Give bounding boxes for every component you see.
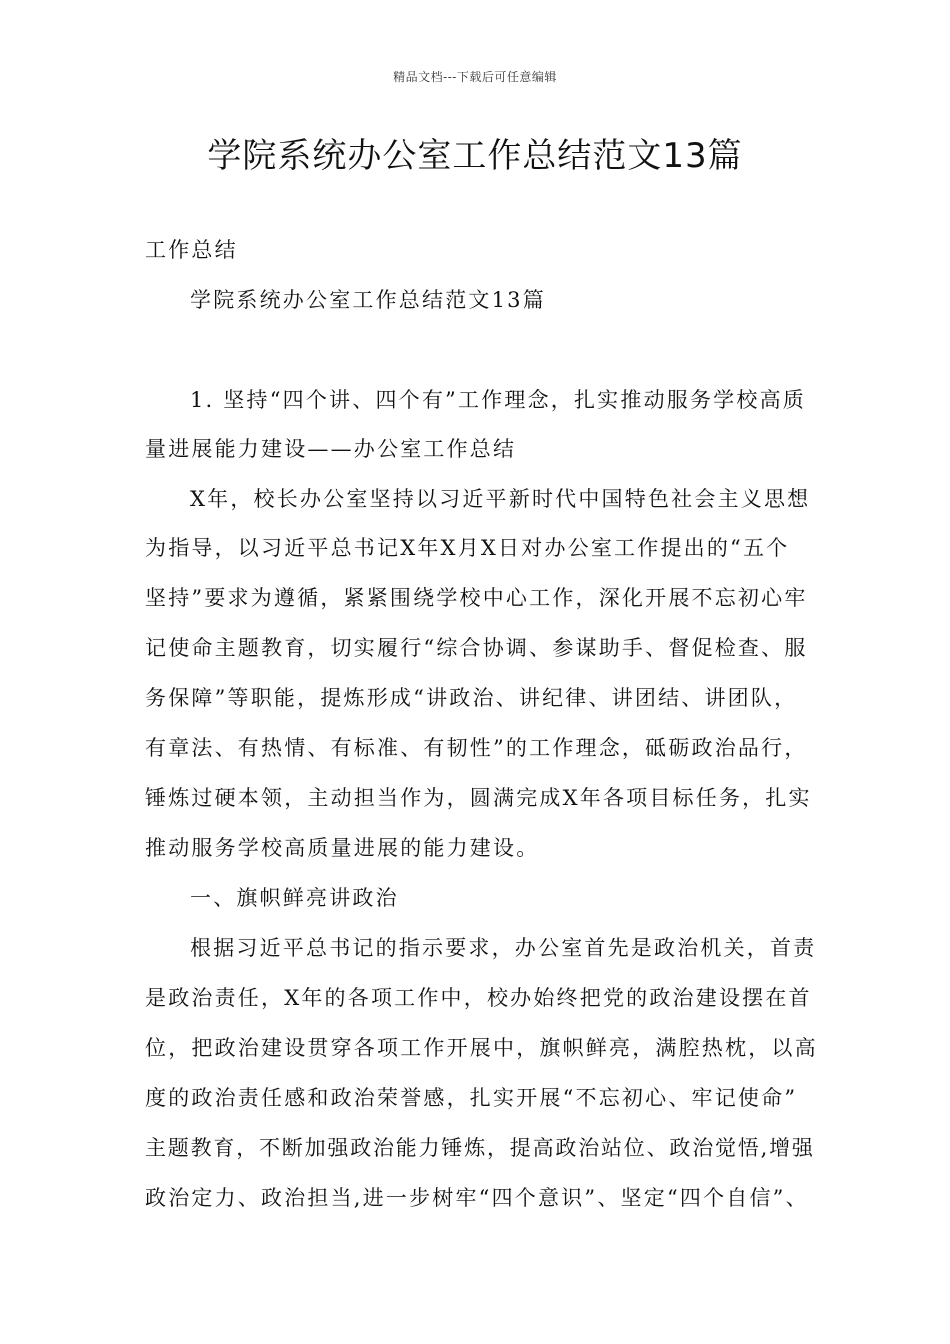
paragraph-line: 推动服务学校高质量进展的能力建设。	[145, 836, 540, 860]
paragraph-line: 根据习近平总书记的指示要求，办公室首先是政治机关，首责	[190, 936, 817, 960]
header-note: 精品文档---下载后可任意编辑	[393, 70, 557, 84]
document-title: 学院系统办公室工作总结范文13篇	[207, 136, 743, 176]
paragraph-line: 主题教育，不断加强政治能力锤炼，提高政治站位、政治觉悟,增强	[145, 1136, 815, 1160]
paragraph-line: 量进展能力建设——办公室工作总结	[145, 437, 517, 461]
subtitle-line: 学院系统办公室工作总结范文13篇	[190, 288, 546, 312]
paragraph-line: 为指导，以习近平总书记X年X月X日对办公室工作提出的“五个	[145, 536, 790, 560]
paragraph-line: 记使命主题教育，切实履行“综合协调、参谋助手、督促检查、服	[145, 636, 808, 660]
paragraph-line: 位，把政治建设贯穿各项工作开展中，旗帜鲜亮，满腔热枕，以高	[145, 1036, 818, 1060]
paragraph-line: 度的政治责任感和政治荣誉感，扎实开展“不忘初心、牢记使命”	[145, 1086, 798, 1110]
paragraph-line: 是政治责任，X年的各项工作中，校办始终把党的政治建设摆在首	[145, 986, 812, 1010]
section-label: 工作总结	[145, 238, 238, 262]
paragraph-line: 1. 坚持“四个讲、四个有”工作理念，扎实推动服务学校高质	[190, 388, 806, 412]
paragraph-line: 务保障”等职能，提炼形成“讲政治、讲纪律、讲团结、讲团队，	[145, 686, 798, 710]
paragraph-line: 政治定力、政治担当,进一步树牢“四个意识”、坚定“四个自信”、	[145, 1186, 809, 1210]
section-heading: 一、旗帜鲜亮讲政治	[190, 886, 399, 910]
paragraph-line: 坚持”要求为遵循，紧紧围绕学校中心工作，深化开展不忘初心牢	[145, 586, 808, 610]
paragraph-line: 有章法、有热情、有标准、有韧性”的工作理念，砥砺政治品行，	[145, 736, 808, 760]
paragraph-line: X年，校长办公室坚持以习近平新时代中国特色社会主义思想	[190, 487, 811, 511]
paragraph-line: 锤炼过硬本领，主动担当作为，圆满完成X年各项目标任务，扎实	[145, 786, 812, 810]
